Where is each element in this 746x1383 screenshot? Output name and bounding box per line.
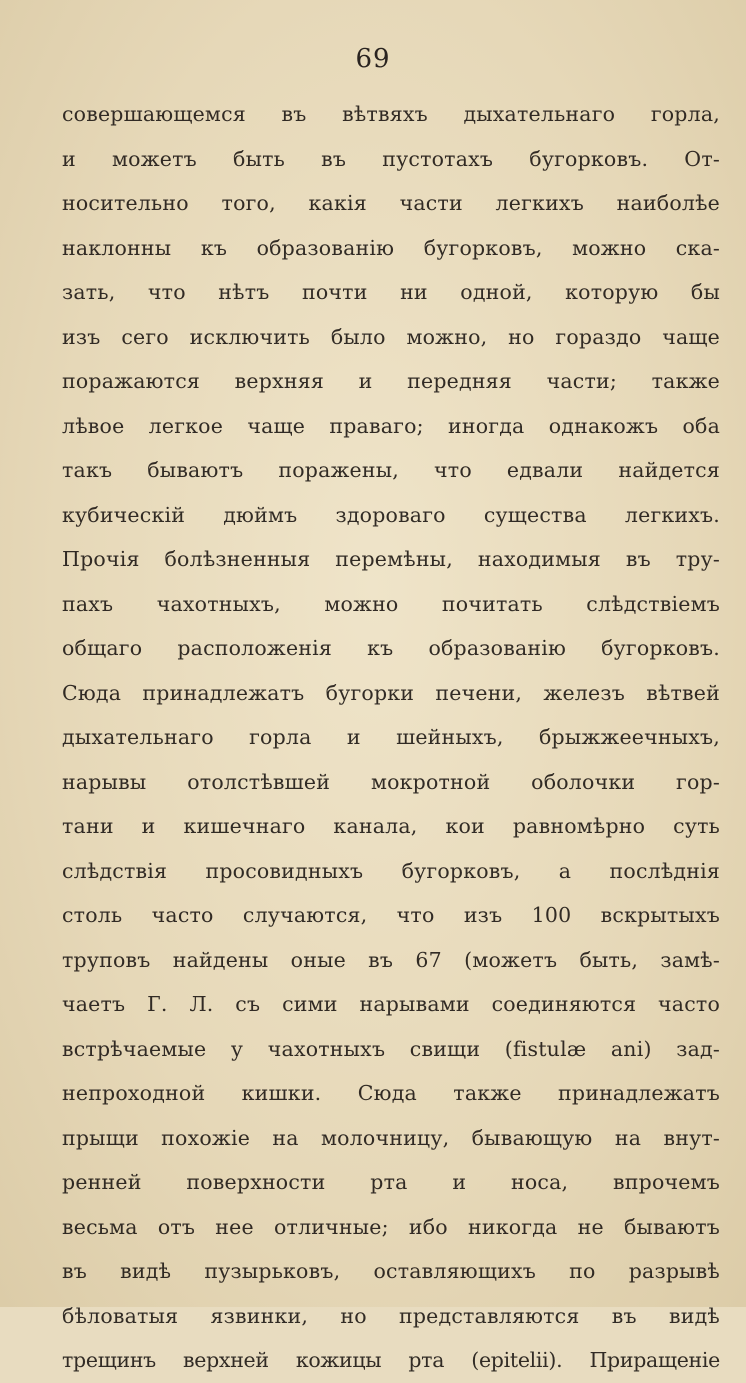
text-line: въ видѣ пузырьковъ, оставляющихъ по разрывѣ — [62, 1259, 720, 1283]
body-text — [62, 92, 720, 1383]
text-line: и можетъ быть въ пустотахъ бугорковъ. От- — [62, 146, 720, 171]
text-line: трещинъ верхней кожицы рта (epitelii). Приращеніе — [62, 1348, 720, 1372]
text-line: пахъ чахотныхъ, можно почитать слѣдствіемъ — [62, 591, 720, 616]
text-line: совершающемся въ вѣтвяхъ дыхательнаго горла, — [62, 102, 720, 126]
text-line: Сюда принадлежатъ бугорки печени, железъ вѣтвей — [62, 680, 720, 705]
text-line: поражаются верхняя и передняя части; также — [62, 369, 720, 393]
text-line: тани и кишечнаго канала, кои равномѣрно суть — [62, 814, 720, 838]
text-line: труповъ найдены оные въ 67 (можетъ быть, замѣ- — [62, 947, 720, 972]
text-line: носительно того, какія части легкихъ наиболѣе — [62, 191, 720, 215]
page-number: 69 — [355, 44, 391, 74]
text-line: зать, что нѣтъ почти ни одной, которую бы — [62, 280, 720, 304]
text-line: столь часто случаются, что изъ 100 вскрытыхъ — [62, 903, 720, 927]
text-line: бѣловатыя язвинки, но представляются въ видѣ — [62, 1303, 720, 1328]
text-line: прыщи похожіе на молочницу, бывающую на внут- — [62, 1125, 720, 1150]
text-line: встрѣчаемые у чахотныхъ свищи (fistulæ ani) зад- — [62, 1036, 720, 1061]
text-line: слѣдствія просовидныхъ бугорковъ, а послѣднія — [62, 858, 720, 883]
text-line: нарывы отолстѣвшей мокротной оболочки гор- — [62, 769, 720, 794]
text-line: кубическій дюймъ здороваго существа легкихъ. — [62, 502, 720, 527]
text-line: Прочія болѣзненныя перемѣны, находимыя въ тру- — [62, 547, 720, 571]
text-line: ренней поверхности рта и носа, впрочемъ — [62, 1170, 720, 1194]
text-line: чаетъ Г. Л. съ сими нарывами соединяются часто — [62, 992, 720, 1016]
text-line: наклонны къ образованію бугорковъ, можно ска- — [62, 235, 720, 260]
text-line: общаго расположенія къ образованію бугорковъ. — [62, 636, 720, 660]
text-line: весьма отъ нее отличные; ибо никогда не бываютъ — [62, 1214, 720, 1239]
text-line: такъ бываютъ поражены, что едвали найдется — [62, 458, 720, 482]
text-line: лѣвое легкое чаще праваго; иногда однакожъ оба — [62, 413, 720, 438]
text-line: изъ сего исключить было можно, но гораздо чаще — [62, 324, 720, 349]
text-line: непроходной кишки. Сюда также принадлежатъ — [62, 1081, 720, 1105]
text-line: дыхательнаго горла и шейныхъ, брыжжеечныхъ, — [62, 725, 720, 749]
